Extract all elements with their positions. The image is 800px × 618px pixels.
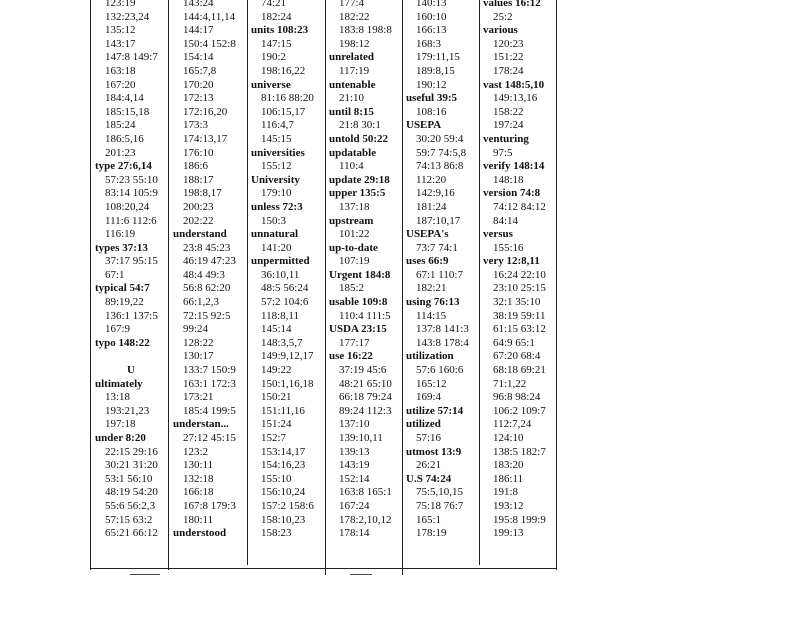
section-letter: U [127, 364, 135, 377]
index-headword: until 8:15 [329, 105, 374, 118]
index-entry: 143:19 [339, 459, 370, 472]
index-entry: 185:15,18 [105, 105, 150, 118]
index-entry: 57:2 104:6 [261, 296, 309, 309]
index-entry: 16:24 22:10 [493, 268, 546, 281]
index-entry: 120:23 [493, 37, 524, 50]
index-entry: 137:18 [339, 200, 370, 213]
index-entry: 89:24 112:3 [339, 404, 392, 417]
index-entry: 176:10 [183, 146, 214, 159]
index-entry: 150:4 152:8 [183, 37, 236, 50]
index-headword: untold 50:22 [329, 132, 388, 145]
index-entry: 149:13,16 [493, 92, 538, 105]
index-entry: 68:18 69:21 [493, 364, 546, 377]
index-entry: 150:3 [261, 214, 287, 227]
index-entry: 132:23,24 [105, 10, 150, 23]
index-entry: 148:18 [493, 173, 524, 186]
index-entry: 185:24 [105, 119, 136, 132]
index-headword: version 74:8 [483, 187, 541, 200]
index-entry: 110:4 111:5 [339, 309, 391, 322]
index-entry: 190:12 [416, 78, 447, 91]
index-entry: 143:24 [183, 0, 214, 9]
index-entry: 152:14 [339, 472, 370, 485]
column-divider-3 [325, 0, 326, 575]
index-entry: 74:12 84:12 [493, 200, 546, 213]
index-entry: 197:24 [493, 119, 524, 132]
index-entry: 160:10 [416, 10, 447, 23]
index-column-1 [95, 0, 167, 541]
index-entry: 57:6 160:6 [416, 364, 464, 377]
index-entry: 141:20 [261, 241, 292, 254]
index-entry: 189:8,15 [416, 64, 455, 77]
index-entry: 200:23 [183, 200, 214, 213]
index-entry: 57:16 [416, 432, 442, 444]
index-entry: 186:11 [493, 472, 524, 485]
index-headword: utilize 57:14 [406, 404, 464, 417]
index-entry: 144:17 [183, 24, 214, 37]
index-headword: uses 66:9 [406, 255, 449, 268]
index-entry: 177:4 [339, 0, 365, 9]
index-entry: 168:3 [416, 37, 442, 50]
index-entry: 65:21 66:12 [105, 527, 158, 540]
index-entry: 151:22 [493, 51, 524, 64]
index-entry: 37:19 45:6 [339, 364, 387, 377]
index-entry: 139:13 [339, 445, 370, 458]
index-entry: 193:21,23 [105, 404, 150, 417]
index-entry: 158:10,23 [261, 513, 306, 526]
column-divider-1 [168, 0, 169, 570]
column-divider-2 [247, 0, 248, 565]
index-entry: 142:9,16 [416, 187, 455, 200]
index-headword: typical 54:7 [95, 282, 150, 295]
index-entry: 182:21 [416, 282, 447, 295]
index-entry: 182:24 [261, 10, 292, 23]
index-entry: 152:7 [261, 432, 287, 444]
index-entry: 170:20 [183, 78, 214, 91]
index-headword: understood [173, 527, 227, 540]
index-headword: typo 148:22 [95, 336, 150, 349]
index-headword: USEPA's [406, 228, 449, 241]
index-entry: 156:10,24 [261, 486, 306, 499]
index-headword: unpermitted [251, 255, 310, 268]
index-entry: 123:19 [105, 0, 136, 9]
index-entry: 140:13 [416, 0, 447, 9]
index-entry: 165:1 [416, 513, 442, 526]
index-entry: 155:12 [261, 160, 292, 173]
index-entry: 112:20 [416, 173, 447, 186]
index-entry: 23:8 45:23 [183, 241, 231, 254]
index-entry: 114:15 [416, 309, 447, 322]
index-headword: units 108:23 [251, 24, 309, 37]
index-entry: 128:22 [183, 336, 214, 349]
index-entry: 57:15 63:2 [105, 513, 153, 526]
index-entry: 158:23 [261, 527, 292, 540]
index-entry: 132:18 [183, 472, 214, 485]
index-entry: 48:19 54:20 [105, 486, 158, 499]
index-entry: 186:6 [183, 160, 209, 173]
index-entry: 110:4 [339, 160, 364, 173]
index-entry: 147:15 [261, 37, 292, 50]
index-entry: 183:8 198:8 [339, 24, 392, 37]
index-headword: usable 109:8 [329, 296, 388, 309]
index-entry: 185:4 199:5 [183, 404, 236, 417]
index-entry: 174:13,17 [183, 132, 228, 145]
index-entry: 36:10,11 [261, 268, 300, 281]
index-entry: 195:8 199:9 [493, 513, 546, 526]
index-headword: various [483, 24, 518, 37]
index-entry: 149:9,12,17 [261, 350, 314, 363]
index-entry: 123:2 [183, 445, 209, 458]
index-entry: 145:14 [261, 323, 292, 336]
index-headword: type 27:6,14 [95, 160, 152, 173]
index-entry: 38:19 59:11 [493, 309, 546, 322]
index-entry: 53:1 56:10 [105, 472, 153, 485]
index-entry: 179:11,15 [416, 51, 460, 64]
index-entry: 46:19 47:23 [183, 255, 236, 268]
index-headword: very 12:8,11 [483, 255, 540, 268]
index-entry: 112:7,24 [493, 418, 532, 431]
index-entry: 84:14 [493, 214, 519, 227]
index-column-2 [173, 0, 246, 541]
index-entry: 190:2 [261, 51, 287, 64]
index-headword: useful 39:5 [406, 92, 458, 105]
index-entry: 83:14 105:9 [105, 187, 158, 200]
index-headword: utmost 13:9 [406, 445, 462, 458]
index-entry: 137:10 [339, 418, 370, 431]
index-entry: 173:21 [183, 391, 214, 404]
index-entry: 124:10 [493, 432, 524, 444]
index-entry: 13:18 [105, 391, 131, 404]
index-headword: vast 148:5,10 [483, 78, 545, 91]
bottom-border [90, 568, 557, 569]
index-entry: 111:6 112:6 [105, 214, 157, 227]
index-headword: understan... [173, 418, 229, 431]
index-entry: 147:8 149:7 [105, 51, 158, 64]
index-entry: 106:15,17 [261, 105, 306, 118]
index-entry: 21:8 30:1 [339, 119, 381, 132]
index-entry: 199:13 [493, 527, 524, 540]
index-entry: 202:22 [183, 214, 214, 227]
index-entry: 55:6 56:2,3 [105, 499, 156, 512]
scan-mark [350, 574, 372, 575]
index-headword: USEPA [406, 119, 442, 132]
index-entry: 64:9 65:1 [493, 336, 535, 349]
index-entry: 187:10,17 [416, 214, 461, 227]
index-entry: 138:5 182:7 [493, 445, 546, 458]
index-entry: 56:8 62:20 [183, 282, 231, 295]
index-entry: 135:12 [105, 24, 136, 37]
index-entry: 155:10 [261, 472, 292, 485]
index-entry: 181:24 [416, 200, 447, 213]
index-entry: 81:16 88:20 [261, 92, 314, 105]
index-headword: University [251, 173, 300, 186]
index-entry: 177:17 [339, 336, 370, 349]
index-entry: 193:12 [493, 499, 524, 512]
index-entry: 143:17 [105, 37, 136, 50]
index-entry: 26:21 [416, 459, 442, 472]
index-column-6 [483, 0, 555, 541]
index-entry: 97:5 [493, 146, 513, 159]
index-entry: 106:2 109:7 [493, 404, 546, 417]
index-entry: 155:16 [493, 241, 524, 254]
index-headword: upstream [329, 214, 374, 227]
index-entry: 149:22 [261, 364, 292, 377]
scan-mark [130, 574, 160, 575]
index-entry: 71:1,22 [493, 377, 527, 390]
index-entry: 201:23 [105, 146, 136, 159]
index-entry: 197:18 [105, 418, 136, 431]
index-headword: USDA 23:15 [329, 323, 387, 336]
index-entry: 151:11,16 [261, 404, 305, 417]
index-headword: unrelated [329, 51, 375, 64]
index-headword: understand [173, 228, 227, 241]
index-entry: 167:20 [105, 78, 136, 91]
index-entry: 154:16,23 [261, 459, 306, 472]
index-entry: 163:18 [105, 64, 136, 77]
index-entry: 116:19 [105, 228, 136, 241]
index-entry: 169:4 [416, 391, 442, 404]
right-border [556, 0, 557, 570]
index-entry: 48:5 56:24 [261, 282, 309, 295]
index-entry: 165:7,8 [183, 64, 217, 77]
index-entry: 130:11 [183, 459, 214, 472]
index-headword: updatable [329, 146, 377, 159]
index-entry: 23:10 25:15 [493, 282, 546, 295]
index-entry: 67:1 110:7 [416, 268, 463, 281]
index-headword: values 16:12 [483, 0, 541, 9]
index-headword: use 16:22 [329, 350, 373, 363]
index-entry: 67:1 [105, 268, 125, 281]
column-divider-4 [402, 0, 403, 575]
index-entry: 178:14 [339, 527, 370, 540]
index-entry: 150:1,16,18 [261, 377, 314, 390]
column-divider-5 [479, 0, 480, 565]
index-entry: 22:15 29:16 [105, 445, 158, 458]
index-entry: 183:20 [493, 459, 524, 472]
index-entry: 178:2,10,12 [339, 513, 392, 526]
index-entry: 30:21 31:20 [105, 459, 158, 472]
index-entry: 32:1 35:10 [493, 296, 541, 309]
index-entry: 21:10 [339, 92, 365, 105]
index-headword: up-to-date [329, 241, 378, 254]
index-entry: 66:18 79:24 [339, 391, 392, 404]
index-entry: 74:13 86:8 [416, 160, 464, 173]
index-entry: 173:3 [183, 119, 209, 132]
index-headword: upper 135:5 [329, 187, 386, 200]
index-entry: 107:19 [339, 255, 370, 268]
index-entry: 108:20,24 [105, 200, 150, 213]
index-entry: 66:1,2,3 [183, 296, 220, 309]
index-entry: 137:8 141:3 [416, 323, 469, 336]
index-entry: 133:7 150:9 [183, 364, 236, 377]
index-entry: 99:24 [183, 323, 209, 336]
index-entry: 118:8,11 [261, 309, 299, 322]
index-entry: 25:2 [493, 10, 513, 23]
index-entry: 179:10 [261, 187, 292, 200]
index-column-5 [406, 0, 478, 541]
index-entry: 150:21 [261, 391, 292, 404]
index-entry: 148:3,5,7 [261, 336, 303, 349]
index-entry: 178:24 [493, 64, 524, 77]
index-entry: 188:17 [183, 173, 214, 186]
index-entry: 59:7 74:5,8 [416, 146, 467, 159]
index-entry: 144:4,11,14 [183, 10, 236, 23]
index-entry: 153:14,17 [261, 445, 306, 458]
index-entry: 191:8 [493, 486, 519, 499]
index-column-3 [251, 0, 324, 541]
index-headword: unless 72:3 [251, 200, 303, 213]
index-entry: 61:15 63:12 [493, 323, 546, 336]
index-entry: 101:22 [339, 228, 370, 241]
index-entry: 74:21 [261, 0, 287, 9]
index-entry: 163:8 165:1 [339, 486, 392, 499]
index-entry: 48:21 65:10 [339, 377, 392, 390]
index-entry: 182:22 [339, 10, 370, 23]
index-entry: 57:23 55:10 [105, 173, 158, 186]
index-entry: 116:4,7 [261, 119, 294, 132]
index-headword: under 8:20 [95, 432, 146, 444]
index-headword: versus [483, 228, 513, 241]
index-entry: 172:16,20 [183, 105, 228, 118]
index-entry: 27:12 45:15 [183, 432, 236, 444]
index-entry: 30:20 59:4 [416, 132, 464, 145]
index-entry: 96:8 98:24 [493, 391, 541, 404]
index-entry: 158:22 [493, 105, 524, 118]
index-entry: 75:5,10,15 [416, 486, 464, 499]
index-entry: 136:1 137:5 [105, 309, 158, 322]
index-entry: 37:17 95:15 [105, 255, 158, 268]
index-entry: 72:15 92:5 [183, 309, 231, 322]
index-entry: 108:16 [416, 105, 447, 118]
index-headword: verify 148:14 [483, 160, 545, 173]
index-headword: Urgent 184:8 [329, 268, 391, 281]
index-headword: update 29:18 [329, 173, 390, 186]
index-entry: 172:13 [183, 92, 214, 105]
index-entry: 178:19 [416, 527, 447, 540]
index-headword: unnatural [251, 228, 299, 241]
index-entry: 145:15 [261, 132, 292, 145]
index-entry: 198:8,17 [183, 187, 222, 200]
index-entry: 157:2 158:6 [261, 499, 314, 512]
left-border [90, 0, 91, 570]
index-headword: universe [251, 78, 291, 91]
index-entry: 186:5,16 [105, 132, 144, 145]
index-entry: 117:19 [339, 64, 370, 77]
index-entry: 139:10,11 [339, 432, 383, 444]
index-entry: 67:20 68:4 [493, 350, 541, 363]
index-entry: 167:24 [339, 499, 370, 512]
index-headword: untenable [329, 78, 376, 91]
index-entry: 143:8 178:4 [416, 336, 469, 349]
index-entry: 73:7 74:1 [416, 241, 458, 254]
index-entry: 130:17 [183, 350, 214, 363]
index-entry: 185:2 [339, 282, 365, 295]
index-entry: 165:12 [416, 377, 447, 390]
index-entry [95, 350, 167, 364]
index-headword: venturing [483, 132, 529, 145]
index-entry: 198:16,22 [261, 64, 306, 77]
index-entry: 151:24 [261, 418, 292, 431]
index-headword: using 76:13 [406, 296, 460, 309]
index-entry: 166:18 [183, 486, 214, 499]
index-entry: 167:8 179:3 [183, 499, 236, 512]
index-headword: U.S 74:24 [406, 472, 452, 485]
index-headword: types 37:13 [95, 241, 148, 254]
index-headword: universities [251, 146, 305, 159]
index-headword: utilized [406, 418, 441, 431]
index-entry: 154:14 [183, 51, 214, 64]
index-headword: utilization [406, 350, 454, 363]
index-headword: ultimately [95, 377, 143, 390]
index-column-4 [329, 0, 401, 541]
index-entry: 166:13 [416, 24, 447, 37]
index-entry: 89:19,22 [105, 296, 144, 309]
index-entry: 198:12 [339, 37, 370, 50]
index-entry: 180:11 [183, 513, 214, 526]
index-entry: 75:18 76:7 [416, 499, 464, 512]
index-entry: 48:4 49:3 [183, 268, 225, 281]
index-entry: 167:9 [105, 323, 131, 336]
index-entry: 163:1 172:3 [183, 377, 236, 390]
index-entry: 184:4,14 [105, 92, 144, 105]
